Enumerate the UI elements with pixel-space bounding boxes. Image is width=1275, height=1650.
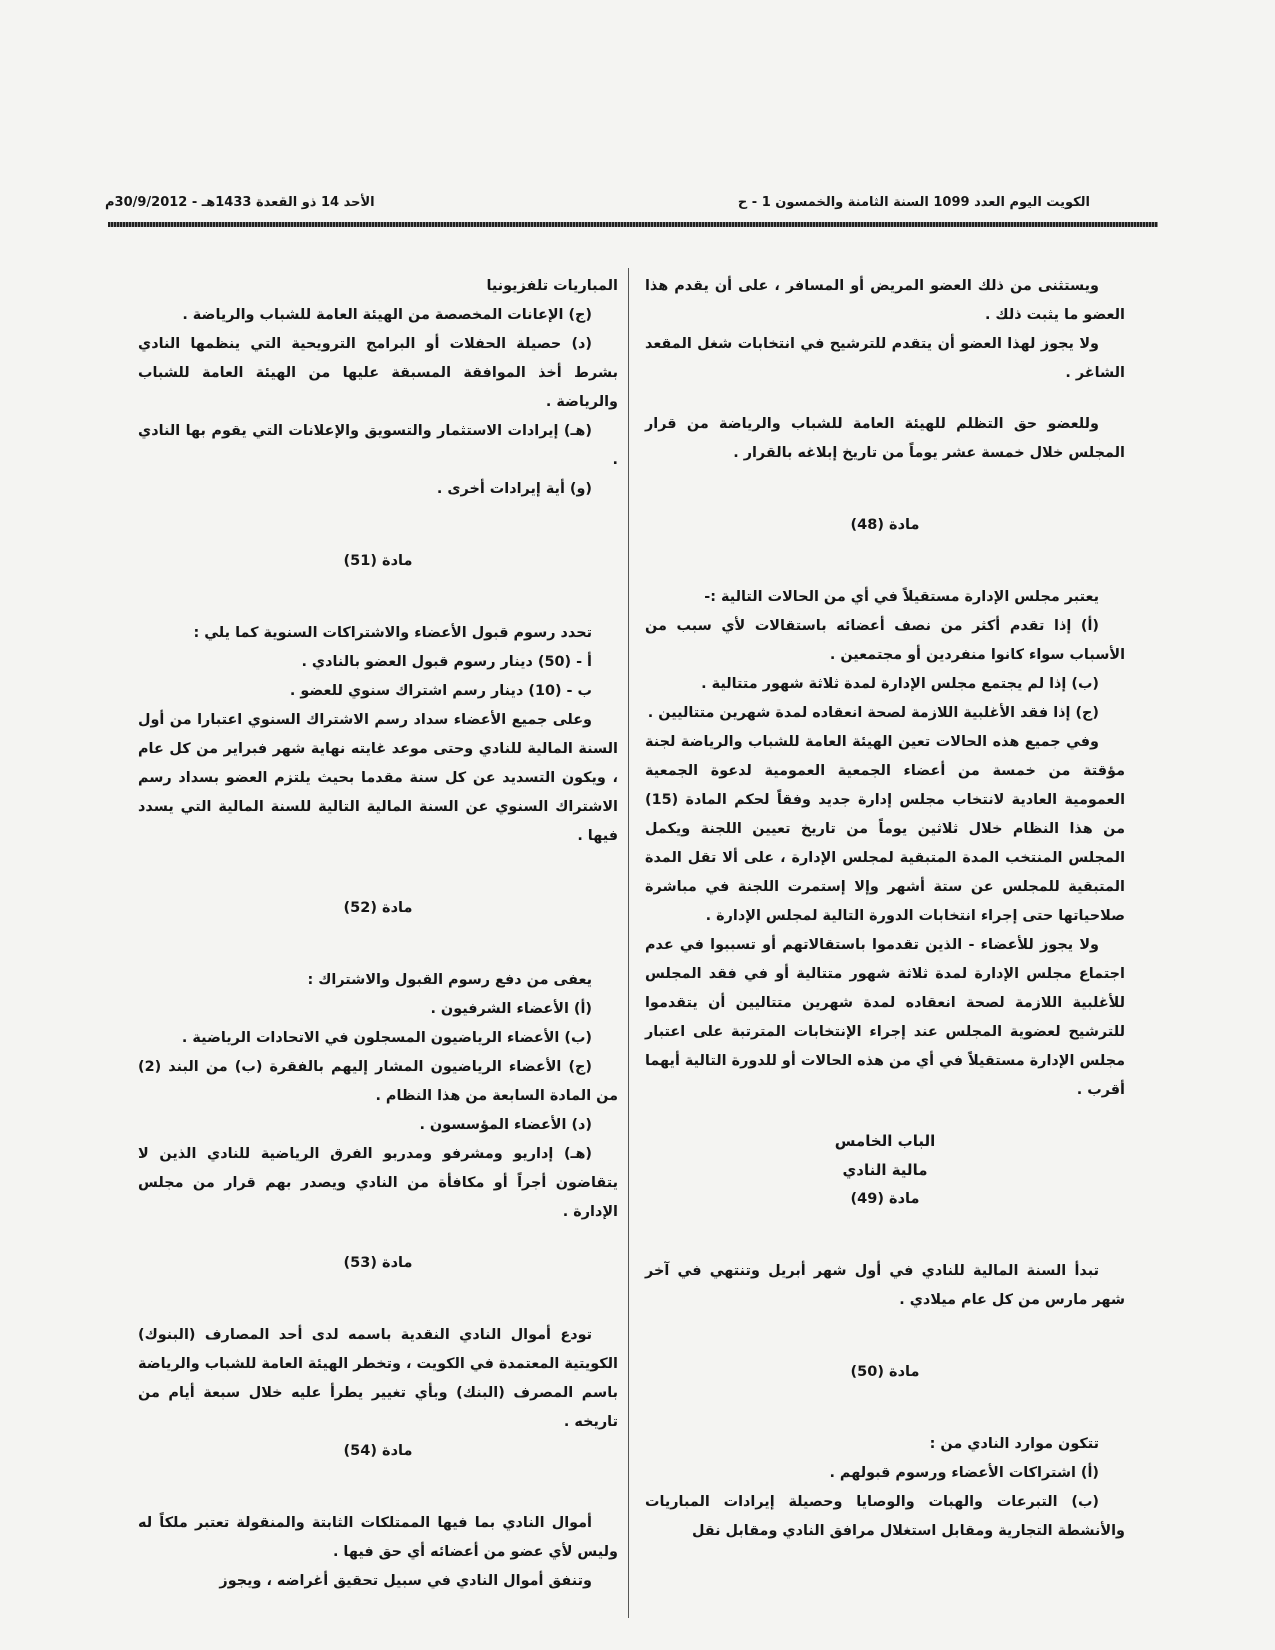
list-item: (ج) إذا فقد الأغلبية اللازمة لصحة انعقاده لمدة شهرين متتاليين . <box>647 705 1099 721</box>
list-item: (د) الأعضاء المؤسسون . <box>419 1117 592 1133</box>
chapter-subtitle: مالية النادي <box>842 1161 928 1179</box>
list-item: أ - (50) دينار رسوم قبول العضو بالنادي . <box>301 654 592 670</box>
article-heading: مادة (51) <box>343 553 413 569</box>
list-item: (أ) إذا تقدم أكثر من نصف أعضائه باستقالات لأي سبب من الأسباب سواء كانوا منفردين أو مجتمعين . <box>645 618 1125 663</box>
paragraph: ولا يجوز لهذا العضو أن يتقدم للترشيح في انتخابات شغل المقعد الشاغر . <box>645 336 1125 381</box>
header-rule <box>108 222 1158 227</box>
paragraph: يعتبر مجلس الإدارة مستقيلاً في أي من الحالات التالية :- <box>704 589 1099 605</box>
list-item: (ب) التبرعات والهبات والوصايا وحصيلة إيرادات المباريات والأنشطة التجارية ومقابل استغلال مرافق النادي ومقابل نقل <box>645 1494 1125 1539</box>
article-heading: مادة (53) <box>343 1255 413 1271</box>
article-heading: مادة (48) <box>850 517 920 533</box>
paragraph: تبدأ السنة المالية للنادي في أول شهر أبريل وتنتهي في آخر شهر مارس من كل عام ميلادي . <box>645 1263 1125 1308</box>
paragraph: تتكون موارد النادي من : <box>929 1436 1099 1452</box>
list-item: (د) حصيلة الحفلات أو البرامج الترويحية التي ينظمها النادي بشرط أخذ الموافقة المسبقة عليها من الهيئة العامة للشباب والرياضة . <box>138 336 618 410</box>
left-column <box>138 272 618 1596</box>
paragraph: تودع أموال النادي النقدية باسمه لدى أحد المصارف (البنوك) الكويتية المعتمدة في الكويت ، وتخطر الهيئة العامة للشباب والرياضة باسم المصرف (البنك) وبأي تغيير يطرأ عليه خلال سبعة أيام من تاريخه . <box>138 1327 618 1430</box>
list-item: (و) أية إيرادات أخرى . <box>436 481 592 497</box>
right-column <box>645 272 1125 1546</box>
paragraph: وعلى جميع الأعضاء سداد رسم الاشتراك السنوي اعتبارا من أول السنة المالية للنادي وحتى موعد غايته نهاية شهر فبراير من كل عام ، ويكون التسديد عن كل سنة مقدما بحيث يلتزم العضو بسداد رسم الاشتراك السنوي عن السنة المالية التالية للسنة المالية التي يسدد فيها . <box>138 712 618 844</box>
paragraph: وفي جميع هذه الحالات تعين الهيئة العامة للشباب والرياضة لجنة مؤقتة من خمسة من أعضاء الجمعية العمومية لدعوة الجمعية العمومية العادية لانتخاب مجلس إدارة جديد وفقاً لحكم المادة (15) من هذا النظام خلال ثلاثين يوماً من تاريخ تعيين اللجنة ويكمل المجلس المنتخب المدة المتبقية لمجلس الإدارة ، على ألا تقل المدة المتبقية للمجلس عن ستة أشهر وإلا إستمرت اللجنة في مباشرة صلاحياتها حتى إجراء انتخابات الدورة التالية لمجلس الإدارة . <box>645 734 1125 924</box>
column-divider <box>628 268 629 1618</box>
paragraph: تحدد رسوم قبول الأعضاء والاشتراكات السنوية كما يلي : <box>193 625 592 641</box>
header-issue-info: الكويت اليوم العدد 1099 السنة الثامنة والخمسون 1 - ح <box>737 195 1090 210</box>
list-item: (ب) الأعضاء الرياضيون المسجلون في الاتحادات الرياضية . <box>181 1030 592 1046</box>
list-item: (أ) الأعضاء الشرفيون . <box>430 1001 592 1017</box>
article-heading: مادة (54) <box>343 1443 413 1459</box>
paragraph: وللعضو حق التظلم للهيئة العامة للشباب والرياضة من قرار المجلس خلال خمسة عشر يوماً من تاريخ إبلاغه بالقرار . <box>645 416 1125 461</box>
chapter-title: الباب الخامس <box>834 1132 936 1150</box>
paragraph: يعفى من دفع رسوم القبول والاشتراك : <box>307 972 592 988</box>
list-item: (ج) الأعضاء الرياضيون المشار إليهم بالفقرة (ب) من البند (2) من المادة السابعة من هذا النظام . <box>138 1059 618 1104</box>
paragraph: وتنفق أموال النادي في سبيل تحقيق أغراضه ، ويجوز <box>219 1573 592 1589</box>
paragraph: المباريات تلفزيونيا <box>486 278 618 294</box>
article-heading: مادة (52) <box>343 900 413 916</box>
list-item: (هـ) إيرادات الاستثمار والتسويق والإعلانات التي يقوم بها النادي . <box>138 423 618 468</box>
paragraph: أموال النادي بما فيها الممتلكات الثابتة والمنقولة تعتبر ملكاً له وليس لأي عضو من أعضائه أي حق فيها . <box>138 1515 618 1560</box>
header-date: الأحد 14 ذو القعدة 1433هـ - 30/9/2012م <box>105 195 375 210</box>
list-item: (أ) اشتراكات الأعضاء ورسوم قبولهم . <box>829 1465 1099 1481</box>
list-item: ب - (10) دينار رسم اشتراك سنوي للعضو . <box>289 683 592 699</box>
list-item: (ج) الإعانات المخصصة من الهيئة العامة للشباب والرياضة . <box>182 307 592 323</box>
paragraph: ويستثنى من ذلك العضو المريض أو المسافر ، على أن يقدم هذا العضو ما يثبت ذلك . <box>645 278 1125 323</box>
paragraph: ولا يجوز للأعضاء - الذين تقدموا باستقالاتهم أو تسببوا في عدم اجتماع مجلس الإدارة لمدة ثلاثة شهور متتالية أو في فقد المجلس للأغلبية اللازمة لصحة انعقاده لمدة شهرين متتاليين أن يتقدموا للترشيح لعضوية المجلس عند إجراء الإنتخابات المترتبة على اعتبار مجلس الإدارة مستقيلاً في أي من هذه الحالات أو للدورة التالية أيهما أقرب . <box>645 937 1125 1098</box>
list-item: (ب) إذا لم يجتمع مجلس الإدارة لمدة ثلاثة شهور متتالية . <box>701 676 1099 692</box>
article-heading: مادة (49) <box>850 1191 920 1207</box>
list-item: (هـ) إداريو ومشرفو ومدربو الفرق الرياضية للنادي الذين لا يتقاضون أجراً أو مكافأة من النادي ويصدر بهم قرار من مجلس الإدارة . <box>138 1146 618 1220</box>
article-heading: مادة (50) <box>850 1364 920 1380</box>
